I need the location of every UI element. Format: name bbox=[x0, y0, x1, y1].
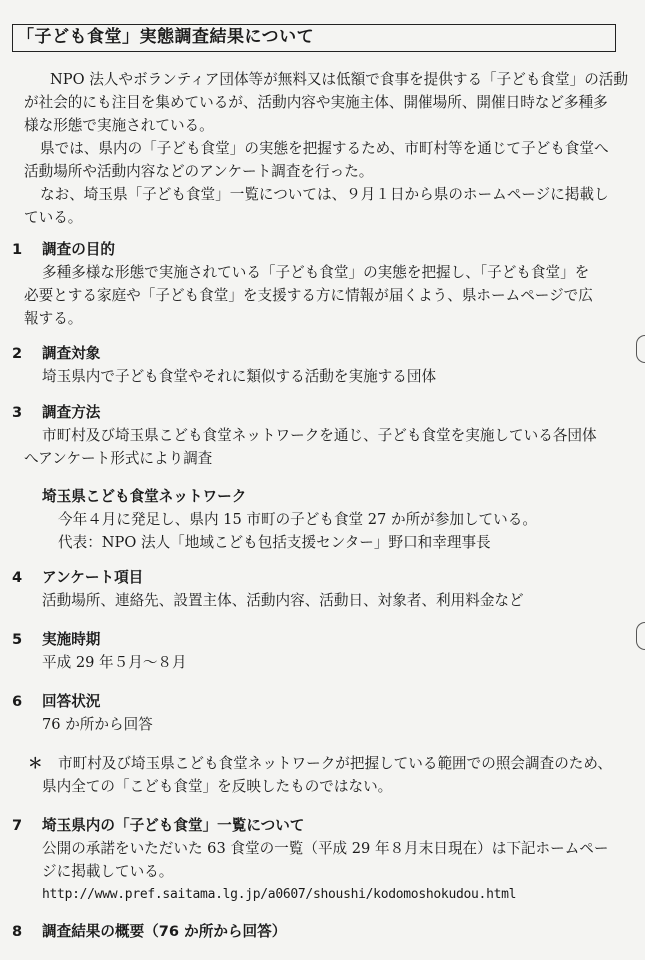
section-1-line: 多種多様な形態で実施されている「子ども食堂」の実態を把握し、「子ども食堂」を bbox=[42, 264, 590, 281]
section-title: 調査対象 bbox=[42, 345, 101, 362]
network-line: 今年４月に発足し、県内 15 市町の子ども食堂 27 か所が参加している。 bbox=[58, 511, 537, 528]
section-5-line: 平成 29 年５月～８月 bbox=[42, 654, 187, 671]
section-4-line: 活動場所、連絡先、設置主体、活動内容、活動日、対象者、利用料金など bbox=[42, 592, 524, 609]
section-number: 5 bbox=[12, 631, 23, 648]
network-heading: 埼玉県こども食堂ネットワーク bbox=[42, 488, 247, 505]
intro-line-1: NPO 法人やボランティア団体等が無料又は低額で食事を提供する「子ども食堂」の活動 bbox=[50, 71, 628, 88]
section-title: アンケート項目 bbox=[42, 569, 144, 586]
page-title: 「子ども食堂」実態調査結果について bbox=[12, 24, 616, 52]
section-3-line: 市町村及び埼玉県こども食堂ネットワークを通じ、子ども食堂を実施している各団体 bbox=[42, 427, 597, 444]
section-number: 7 bbox=[12, 817, 23, 834]
section-number: 6 bbox=[12, 693, 23, 710]
section-3-line: へアンケート形式により調査 bbox=[24, 450, 213, 467]
section-number: 4 bbox=[12, 569, 23, 586]
intro-line-5: 活動場所や活動内容などのアンケート調査を行った。 bbox=[24, 163, 374, 180]
section-7-line: 公開の承諾をいただいた 63 食堂の一覧（平成 29 年８月末日現在）は下記ホームペー bbox=[42, 840, 609, 857]
note-asterisk: ＊ bbox=[28, 755, 43, 772]
section-title: 調査の目的 bbox=[42, 241, 115, 258]
section-title: 調査結果の概要（76 か所から回答） bbox=[42, 923, 287, 940]
section-title: 調査方法 bbox=[42, 404, 101, 421]
section-1-line: 必要とする家庭や「子ども食堂」を支援する方に情報が届くよう、県ホームページで広 bbox=[24, 287, 593, 304]
intro-line-7: ている。 bbox=[24, 209, 83, 226]
intro-line-2: が社会的にも注目を集めているが、活動内容や実施主体、開催場所、開催日時など多種多 bbox=[24, 94, 608, 111]
section-7-line: ジに掲載している。 bbox=[42, 863, 174, 880]
section-title: 埼玉県内の「子ども食堂」一覧について bbox=[42, 817, 305, 834]
section-6-line: 76 か所から回答 bbox=[42, 716, 153, 733]
binding-hole-mark bbox=[636, 335, 645, 363]
binding-hole-mark bbox=[636, 622, 645, 650]
section-title: 実施時期 bbox=[42, 631, 101, 648]
intro-line-6: なお、埼玉県「子ども食堂」一覧については、９月１日から県のホームページに掲載し bbox=[40, 186, 609, 203]
section-2-line: 埼玉県内で子ども食堂やそれに類似する活動を実施する団体 bbox=[42, 368, 437, 385]
section-title: 回答状況 bbox=[42, 693, 101, 710]
section-number: 2 bbox=[12, 345, 23, 362]
note-line: 市町村及び埼玉県こども食堂ネットワークが把握している範囲での照会調査のため、 bbox=[58, 755, 612, 772]
note-line: 県内全ての「こども食堂」を反映したものではない。 bbox=[42, 778, 393, 795]
section-number: 8 bbox=[12, 923, 23, 940]
intro-line-4: 県では、県内の「子ども食堂」の実態を把握するため、市町村等を通じて子ども食堂へ bbox=[40, 140, 609, 157]
intro-line-3: 様な形態で実施されている。 bbox=[24, 117, 214, 134]
section-number: 3 bbox=[12, 404, 23, 421]
section-number: 1 bbox=[12, 241, 23, 258]
network-line: 代表：NPO 法人「地域こども包括支援センター」野口和幸理事長 bbox=[58, 534, 491, 551]
url-link[interactable]: http://www.pref.saitama.lg.jp/a0607/shoushi/kodomoshokudou.html bbox=[42, 887, 517, 902]
section-1-line: 報する。 bbox=[24, 310, 83, 327]
